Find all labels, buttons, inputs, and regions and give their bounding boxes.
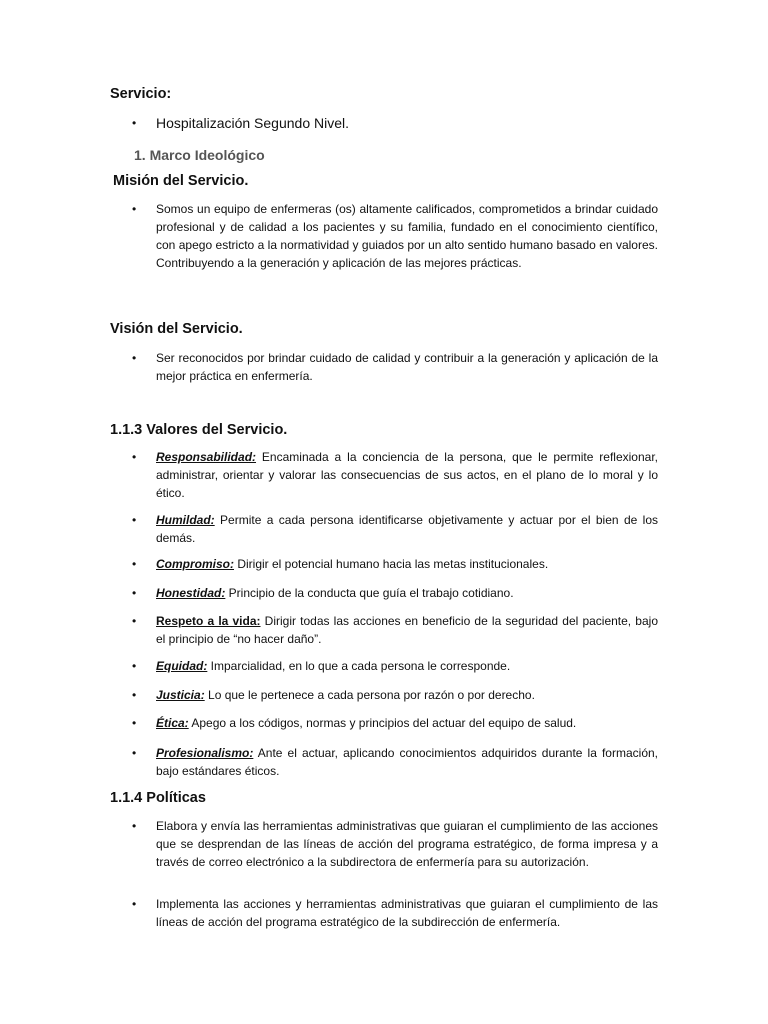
vision-heading: Visión del Servicio. (110, 321, 243, 337)
mision-text: Somos un equipo de enfermeras (os) altamente calificados, comprometidos a brindar cuidado profesional y de calidad a los pacientes y su familia, fundado en el conocimiento científico, con apego estricto a la normatividad y guiados por un alto sentido humano basado en valores. Contribuyendo a la generación y aplicación de las mejores prácticas. (156, 202, 658, 270)
politicas-heading: 1.1.4 Políticas (110, 790, 206, 806)
valor-item-honestidad (132, 584, 658, 602)
valor-text: Dirigir todas las acciones en beneficio de la seguridad del paciente, bajo el principio de “no hacer daño”. (156, 614, 658, 646)
valor-text: Encaminada a la conciencia de la persona, que le permite reflexionar, administrar, orientar y valorar las consecuencias de sus actos, en el plano de lo moral y lo ético. (156, 450, 658, 500)
vision-text: Ser reconocidos por brindar cuidado de calidad y contribuir a la generación y aplicación de la mejor práctica en enfermería. (156, 351, 658, 383)
valores-heading: 1.1.3 Valores del Servicio. (110, 422, 288, 438)
valor-text: Imparcialidad, en lo que a cada persona le corresponde. (207, 659, 511, 673)
valor-text: Ante el actuar, aplicando conocimientos adquiridos durante la formación, bajo estándares éticos. (156, 746, 658, 778)
bullet-icon: • (132, 819, 137, 833)
valor-item-responsabilidad (132, 448, 658, 502)
politica-text: Elabora y envía las herramientas administrativas que guiaran el cumplimiento de las acciones que se desprendan de las líneas de acción del programa estratégico, de forma impresa y a través de correo electrónico a la subdirectora de enfermería para su autorización. (156, 819, 658, 869)
bullet-icon: • (132, 716, 137, 730)
valor-text: Permite a cada persona identificarse objetivamente y actuar por el bien de los demás. (156, 513, 658, 545)
valor-item-respeto (132, 612, 658, 648)
valor-item-compromiso (132, 555, 658, 573)
mision-heading: Misión del Servicio. (113, 173, 249, 189)
politica-item (132, 817, 658, 871)
bullet-icon: • (132, 450, 137, 464)
bullet-icon: • (132, 202, 137, 216)
valor-text: Lo que le pertenece a cada persona por razón o por derecho. (204, 688, 535, 702)
bullet-icon: • (132, 351, 137, 365)
bullet-icon: • (132, 746, 137, 760)
valor-text: Principio de la conducta que guía el trabajo cotidiano. (225, 586, 514, 600)
bullet-icon: • (132, 659, 137, 673)
bullet-icon: • (132, 586, 137, 600)
politica-text: Implementa las acciones y herramientas administrativas que guiaran el cumplimiento de las líneas de acción del programa estratégico de la subdirección de enfermería. (156, 897, 658, 929)
servicio-item-text: Hospitalización Segundo Nivel. (156, 115, 349, 131)
marco-heading: 1. Marco Ideológico (134, 147, 265, 163)
bullet-icon: • (132, 897, 137, 911)
bullet-icon: • (132, 116, 137, 130)
vision-list-item (132, 349, 658, 385)
valor-item-profesionalismo (132, 744, 658, 780)
politica-item (132, 895, 658, 931)
servicio-list-item (132, 113, 658, 133)
bullet-icon: • (132, 513, 137, 527)
valor-term: Ética: (156, 716, 189, 730)
valor-term: Humildad: (156, 513, 215, 527)
valor-term: Profesionalismo: (156, 746, 254, 760)
valor-term: Compromiso: (156, 557, 234, 571)
bullet-icon: • (132, 688, 137, 702)
bullet-icon: • (132, 557, 137, 571)
valor-item-humildad (132, 511, 658, 547)
valor-item-equidad (132, 657, 658, 675)
valor-term: Justicia: (156, 688, 205, 702)
valor-term: Honestidad: (156, 586, 226, 600)
valor-item-justicia (132, 686, 658, 704)
valor-term: Responsabilidad: (156, 450, 257, 464)
valor-item-etica (132, 714, 658, 732)
valor-text: Dirigir el potencial humano hacia las metas institucionales. (234, 557, 549, 571)
valor-term: Respeto a la vida: (156, 614, 261, 628)
mision-list-item (132, 200, 658, 272)
servicio-heading: Servicio: (110, 86, 172, 102)
valor-term: Equidad: (156, 659, 208, 673)
valor-text: Apego a los códigos, normas y principios del actuar del equipo de salud. (188, 716, 577, 730)
bullet-icon: • (132, 614, 137, 628)
